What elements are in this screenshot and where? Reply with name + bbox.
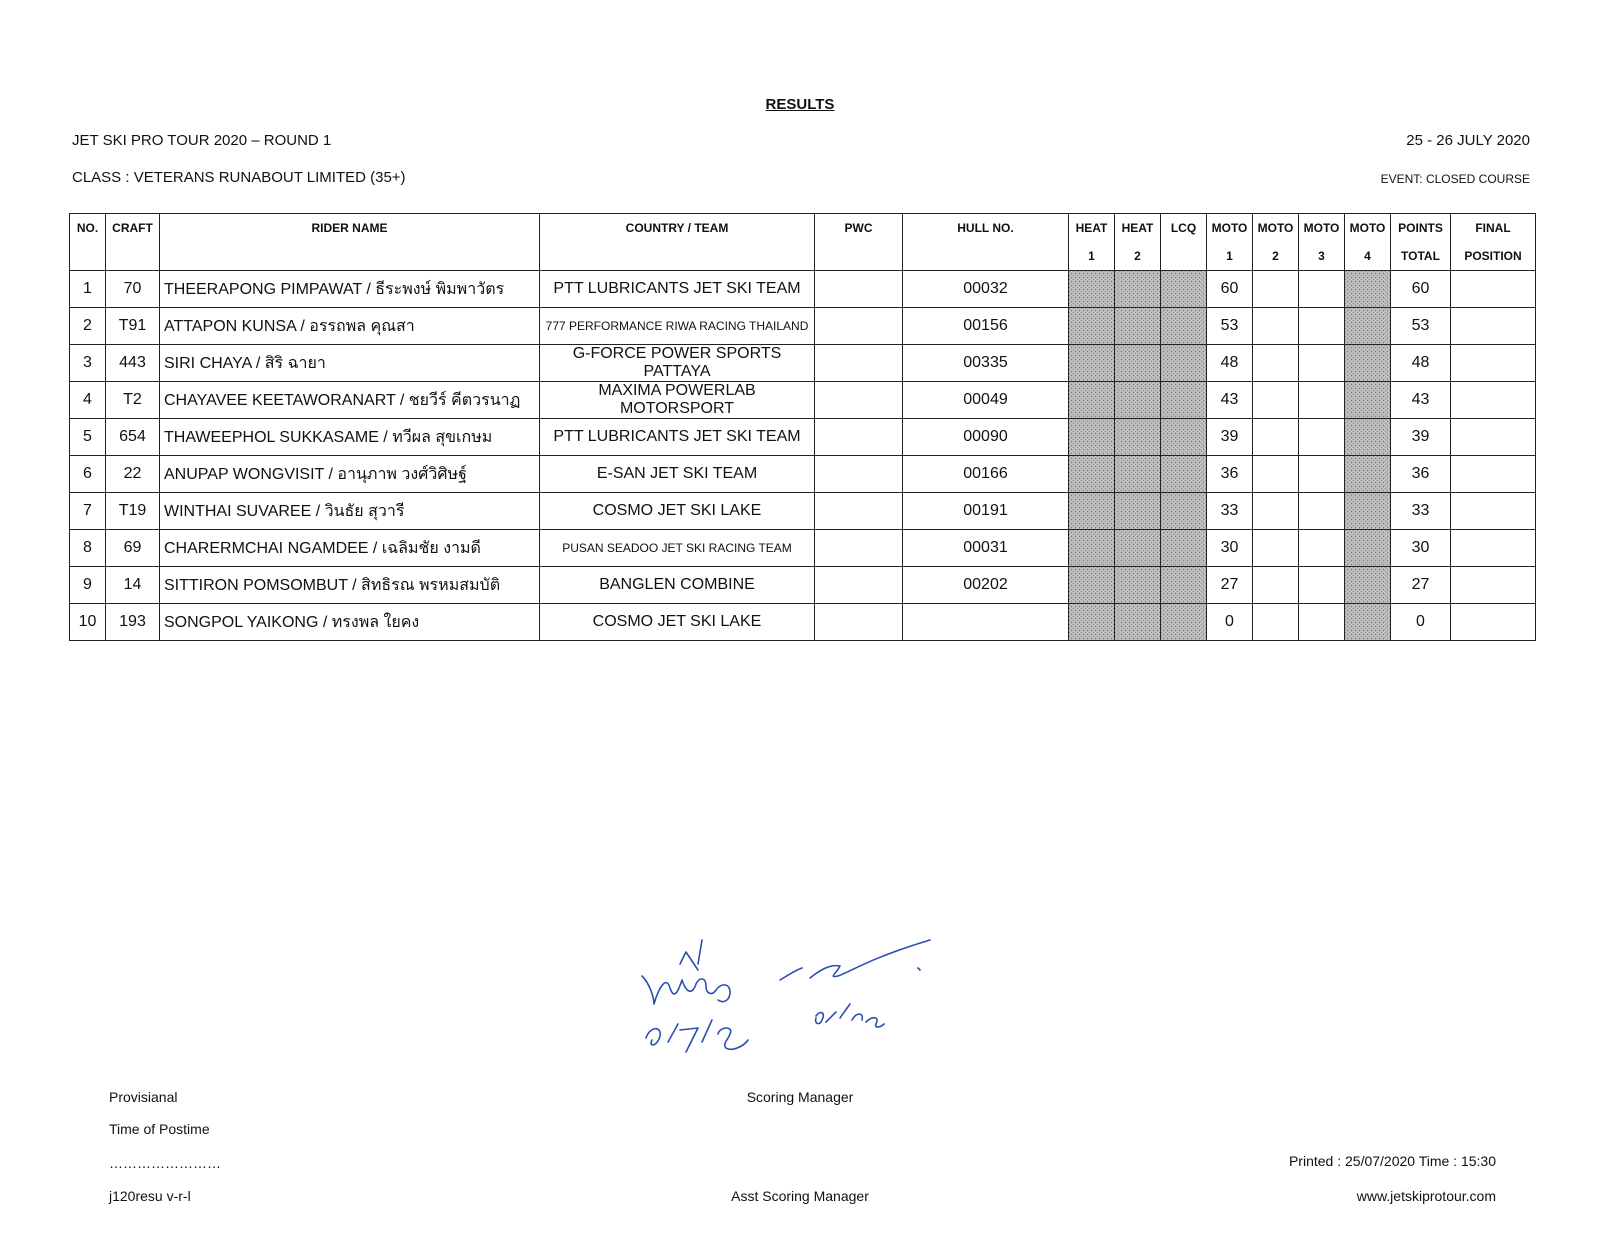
header-lcq-cont — [1161, 242, 1207, 271]
header-heat1: HEAT — [1069, 214, 1115, 243]
cell-heat1-shaded — [1069, 382, 1115, 419]
cell-heat1-shaded — [1069, 308, 1115, 345]
header-moto3-sub: 3 — [1299, 242, 1345, 271]
header-craft-cont — [106, 242, 160, 271]
table-row — [70, 382, 1536, 419]
cell-lcq-shaded — [1161, 530, 1207, 567]
cell-rider: THEERAPONG PIMPAWAT / ธีระพงษ์ พิมพาวัตร — [160, 271, 540, 308]
cell-final — [1451, 530, 1536, 567]
cell-moto1: 0 — [1207, 604, 1253, 641]
cell-moto4-shaded — [1345, 530, 1391, 567]
time-of-postime-label: Time of Postime — [109, 1121, 210, 1137]
table-row — [70, 567, 1536, 604]
header-heat1-sub: 1 — [1069, 242, 1115, 271]
cell-moto1: 53 — [1207, 308, 1253, 345]
results-table — [69, 213, 1536, 641]
cell-lcq-shaded — [1161, 604, 1207, 641]
cell-team: BANGLEN COMBINE — [540, 567, 815, 604]
cell-moto2 — [1253, 456, 1299, 493]
cell-rider: SITTIRON POMSOMBUT / สิทธิรณ พรหมสมบัติ — [160, 567, 540, 604]
signature-stroke — [646, 1020, 748, 1052]
cell-lcq-shaded — [1161, 493, 1207, 530]
cell-points: 53 — [1391, 308, 1451, 345]
table-row — [70, 604, 1536, 641]
cell-points: 33 — [1391, 493, 1451, 530]
header-row-top — [70, 214, 1536, 243]
cell-moto4-shaded — [1345, 308, 1391, 345]
table-row — [70, 271, 1536, 308]
cell-final — [1451, 493, 1536, 530]
cell-final — [1451, 456, 1536, 493]
cell-no: 2 — [70, 308, 106, 345]
cell-moto4-shaded — [1345, 345, 1391, 382]
table-row — [70, 456, 1536, 493]
cell-final — [1451, 308, 1536, 345]
cell-moto4-shaded — [1345, 567, 1391, 604]
cell-hull: 00049 — [903, 382, 1069, 419]
header-hull: HULL NO. — [903, 214, 1069, 243]
cell-moto1: 48 — [1207, 345, 1253, 382]
asst-scoring-manager-label: Asst Scoring Manager — [731, 1188, 869, 1204]
cell-craft: 14 — [106, 567, 160, 604]
cell-pwc — [815, 382, 903, 419]
cell-craft: T19 — [106, 493, 160, 530]
cell-moto2 — [1253, 567, 1299, 604]
cell-no: 1 — [70, 271, 106, 308]
cell-craft: 654 — [106, 419, 160, 456]
cell-hull: 00191 — [903, 493, 1069, 530]
cell-pwc — [815, 308, 903, 345]
cell-final — [1451, 345, 1536, 382]
cell-rider: ATTAPON KUNSA / อรรถพล คุณสา — [160, 308, 540, 345]
cell-heat2-shaded — [1115, 419, 1161, 456]
header-pwc: PWC — [815, 214, 903, 243]
cell-moto3 — [1299, 345, 1345, 382]
document-code: j120resu v-r-l — [109, 1188, 191, 1204]
cell-moto4-shaded — [1345, 271, 1391, 308]
cell-lcq-shaded — [1161, 345, 1207, 382]
cell-team: 777 PERFORMANCE RIWA RACING THAILAND — [540, 308, 815, 345]
cell-team: PTT LUBRICANTS JET SKI TEAM — [540, 419, 815, 456]
cell-rider: ANUPAP WONGVISIT / อานุภาพ วงศ์วิศิษฐ์ — [160, 456, 540, 493]
cell-heat1-shaded — [1069, 493, 1115, 530]
cell-moto1: 30 — [1207, 530, 1253, 567]
header-final-sub: POSITION — [1451, 242, 1536, 271]
cell-heat2-shaded — [1115, 567, 1161, 604]
cell-heat2-shaded — [1115, 271, 1161, 308]
cell-points: 27 — [1391, 567, 1451, 604]
cell-moto1: 27 — [1207, 567, 1253, 604]
cell-hull: 00156 — [903, 308, 1069, 345]
header-heat2-sub: 2 — [1115, 242, 1161, 271]
cell-lcq-shaded — [1161, 456, 1207, 493]
header-row-bottom — [70, 242, 1536, 271]
cell-team: MAXIMA POWERLAB MOTORSPORT — [540, 382, 815, 419]
cell-craft: 70 — [106, 271, 160, 308]
cell-moto2 — [1253, 419, 1299, 456]
header-points-sub: TOTAL — [1391, 242, 1451, 271]
cell-heat1-shaded — [1069, 456, 1115, 493]
cell-moto4-shaded — [1345, 382, 1391, 419]
header-no-cont — [70, 242, 106, 271]
cell-moto2 — [1253, 604, 1299, 641]
cell-team: G-FORCE POWER SPORTS PATTAYA — [540, 345, 815, 382]
dotted-placeholder: …………………… — [109, 1155, 221, 1171]
cell-moto2 — [1253, 271, 1299, 308]
table-row — [70, 493, 1536, 530]
cell-moto3 — [1299, 604, 1345, 641]
cell-moto3 — [1299, 419, 1345, 456]
cell-rider: SIRI CHAYA / สิริ ฉายา — [160, 345, 540, 382]
cell-points: 43 — [1391, 382, 1451, 419]
header-final: FINAL — [1451, 214, 1536, 243]
cell-heat2-shaded — [1115, 382, 1161, 419]
cell-points: 30 — [1391, 530, 1451, 567]
cell-lcq-shaded — [1161, 308, 1207, 345]
cell-moto2 — [1253, 382, 1299, 419]
header-rider: RIDER NAME — [160, 214, 540, 243]
cell-moto4-shaded — [1345, 419, 1391, 456]
cell-team: E-SAN JET SKI TEAM — [540, 456, 815, 493]
cell-final — [1451, 271, 1536, 308]
cell-moto1: 60 — [1207, 271, 1253, 308]
signature-image — [640, 930, 970, 1070]
cell-moto1: 36 — [1207, 456, 1253, 493]
website-link[interactable]: www.jetskiprotour.com — [1356, 1188, 1496, 1204]
event-type: EVENT: CLOSED COURSE — [1380, 172, 1530, 186]
cell-team: COSMO JET SKI LAKE — [540, 604, 815, 641]
cell-moto3 — [1299, 456, 1345, 493]
cell-team: PUSAN SEADOO JET SKI RACING TEAM — [540, 530, 815, 567]
cell-craft: 22 — [106, 456, 160, 493]
cell-rider: CHARERMCHAI NGAMDEE / เฉลิมชัย งามดี — [160, 530, 540, 567]
cell-moto1: 33 — [1207, 493, 1253, 530]
cell-heat2-shaded — [1115, 308, 1161, 345]
header-no: NO. — [70, 214, 106, 243]
cell-craft: T2 — [106, 382, 160, 419]
cell-final — [1451, 604, 1536, 641]
cell-hull: 00335 — [903, 345, 1069, 382]
header-moto3: MOTO — [1299, 214, 1345, 243]
event-date: 25 - 26 JULY 2020 — [1406, 132, 1530, 149]
header-moto2-sub: 2 — [1253, 242, 1299, 271]
cell-pwc — [815, 345, 903, 382]
cell-pwc — [815, 493, 903, 530]
header-hull-cont — [903, 242, 1069, 271]
cell-moto3 — [1299, 271, 1345, 308]
cell-rider: WINTHAI SUVAREE / วินธัย สุวารี — [160, 493, 540, 530]
header-team-cont — [540, 242, 815, 271]
cell-heat1-shaded — [1069, 604, 1115, 641]
cell-moto4-shaded — [1345, 456, 1391, 493]
cell-heat2-shaded — [1115, 493, 1161, 530]
cell-moto3 — [1299, 382, 1345, 419]
cell-moto3 — [1299, 493, 1345, 530]
cell-rider: CHAYAVEE KEETAWORANART / ชยวีร์ คีตวรนาฏ — [160, 382, 540, 419]
header-moto1-sub: 1 — [1207, 242, 1253, 271]
cell-points: 0 — [1391, 604, 1451, 641]
header-moto2: MOTO — [1253, 214, 1299, 243]
cell-no: 10 — [70, 604, 106, 641]
cell-final — [1451, 567, 1536, 604]
cell-hull: 00031 — [903, 530, 1069, 567]
header-heat2: HEAT — [1115, 214, 1161, 243]
cell-final — [1451, 419, 1536, 456]
cell-moto3 — [1299, 530, 1345, 567]
signature-stroke — [780, 940, 930, 980]
cell-moto2 — [1253, 493, 1299, 530]
cell-hull: 00032 — [903, 271, 1069, 308]
cell-team: COSMO JET SKI LAKE — [540, 493, 815, 530]
cell-craft: 193 — [106, 604, 160, 641]
cell-hull — [903, 604, 1069, 641]
header-pwc-cont — [815, 242, 903, 271]
cell-rider: SONGPOL YAIKONG / ทรงพล ใยคง — [160, 604, 540, 641]
cell-lcq-shaded — [1161, 419, 1207, 456]
cell-points: 39 — [1391, 419, 1451, 456]
event-name: JET SKI PRO TOUR 2020 – ROUND 1 — [72, 132, 332, 149]
cell-heat1-shaded — [1069, 567, 1115, 604]
cell-pwc — [815, 567, 903, 604]
cell-pwc — [815, 604, 903, 641]
header-moto4: MOTO — [1345, 214, 1391, 243]
cell-no: 6 — [70, 456, 106, 493]
signature-stroke — [642, 952, 730, 1004]
cell-pwc — [815, 456, 903, 493]
class-name: CLASS : VETERANS RUNABOUT LIMITED (35+) — [72, 169, 406, 186]
cell-moto3 — [1299, 567, 1345, 604]
cell-hull: 00090 — [903, 419, 1069, 456]
scoring-manager-label: Scoring Manager — [746, 1089, 854, 1105]
table-row — [70, 530, 1536, 567]
cell-heat2-shaded — [1115, 604, 1161, 641]
header-team: COUNTRY / TEAM — [540, 214, 815, 243]
cell-hull: 00202 — [903, 567, 1069, 604]
cell-points: 36 — [1391, 456, 1451, 493]
header-craft: CRAFT — [106, 214, 160, 243]
cell-heat2-shaded — [1115, 345, 1161, 382]
cell-lcq-shaded — [1161, 567, 1207, 604]
cell-no: 8 — [70, 530, 106, 567]
header-moto1: MOTO — [1207, 214, 1253, 243]
cell-no: 7 — [70, 493, 106, 530]
cell-heat2-shaded — [1115, 530, 1161, 567]
cell-pwc — [815, 530, 903, 567]
header-moto4-sub: 4 — [1345, 242, 1391, 271]
cell-craft: 443 — [106, 345, 160, 382]
cell-lcq-shaded — [1161, 271, 1207, 308]
cell-heat2-shaded — [1115, 456, 1161, 493]
provisional-label: Provisianal — [109, 1089, 178, 1105]
header-points: POINTS — [1391, 214, 1451, 243]
cell-hull: 00166 — [903, 456, 1069, 493]
cell-points: 48 — [1391, 345, 1451, 382]
cell-moto4-shaded — [1345, 604, 1391, 641]
cell-moto1: 43 — [1207, 382, 1253, 419]
signature-stroke — [698, 940, 702, 964]
cell-pwc — [815, 271, 903, 308]
page-title: RESULTS — [765, 96, 835, 113]
cell-pwc — [815, 419, 903, 456]
signature-stroke — [816, 1004, 884, 1027]
cell-heat1-shaded — [1069, 345, 1115, 382]
cell-heat1-shaded — [1069, 419, 1115, 456]
header-rider-cont — [160, 242, 540, 271]
cell-moto3 — [1299, 308, 1345, 345]
cell-moto2 — [1253, 308, 1299, 345]
cell-no: 5 — [70, 419, 106, 456]
table-row — [70, 419, 1536, 456]
table-row — [70, 308, 1536, 345]
header-lcq: LCQ — [1161, 214, 1207, 243]
cell-points: 60 — [1391, 271, 1451, 308]
cell-no: 3 — [70, 345, 106, 382]
cell-moto2 — [1253, 345, 1299, 382]
cell-moto2 — [1253, 530, 1299, 567]
cell-no: 9 — [70, 567, 106, 604]
cell-moto1: 39 — [1207, 419, 1253, 456]
table-row — [70, 345, 1536, 382]
cell-lcq-shaded — [1161, 382, 1207, 419]
printed-timestamp: Printed : 25/07/2020 Time : 15:30 — [1288, 1153, 1496, 1169]
cell-moto4-shaded — [1345, 493, 1391, 530]
cell-heat1-shaded — [1069, 530, 1115, 567]
cell-team: PTT LUBRICANTS JET SKI TEAM — [540, 271, 815, 308]
cell-no: 4 — [70, 382, 106, 419]
cell-final — [1451, 382, 1536, 419]
cell-craft: 69 — [106, 530, 160, 567]
cell-craft: T91 — [106, 308, 160, 345]
cell-heat1-shaded — [1069, 271, 1115, 308]
cell-rider: THAWEEPHOL SUKKASAME / ทวีผล สุขเกษม — [160, 419, 540, 456]
